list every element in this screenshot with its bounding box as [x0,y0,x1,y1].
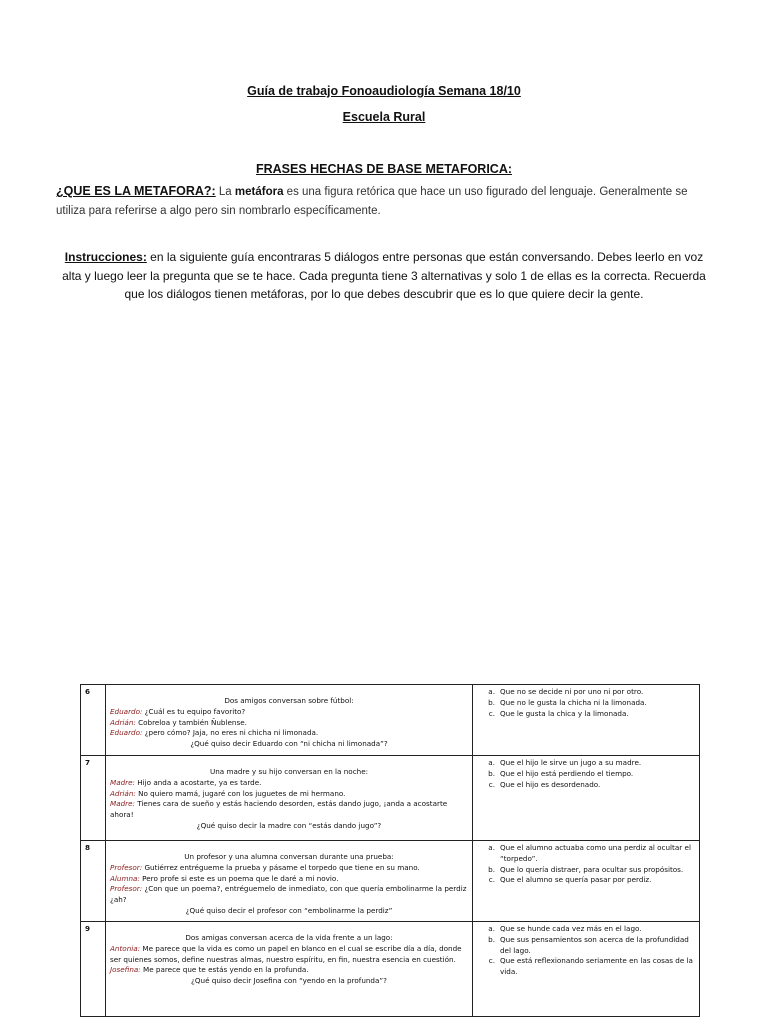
options-cell [473,756,700,841]
dialogue-question: ¿Qué quiso decir el profesor con “embolinarme la perdiz” [185,905,393,915]
definition-pre: La [215,186,235,198]
speaker: Adrián: [110,788,136,798]
option-text: Que el hijo está perdiendo el tiempo. [500,768,634,778]
option-c[interactable] [477,780,695,791]
speaker: Adrián: [110,717,136,727]
speech: Tienes cara de sueño y estás haciendo desorden, estás dando jugo, ¡anda a acostarte ahora! [110,799,448,820]
question-number: 8 [81,841,106,922]
instructions-label: Instrucciones: [64,250,147,264]
speech: Me parece que la vida es como un papel en blanco en el cual se escribe día a día, donde ser quienes somos, define nuestras almas, nuestro espíritu, en fin, nuestra esencia en cuestión. [110,943,462,964]
speaker: Madre: [110,777,135,787]
speech: ¿Con que un poema?, entréguemelo de inmediato, con que quería embolinarme la perdiz ¿ah? [110,884,467,905]
question-row [81,841,700,922]
dialogue-line [110,965,468,976]
speech: Gutiérrez entrégueme la prueba y pásame el torpedo que tiene en su mano. [142,862,420,872]
dialogue-question: ¿Qué quiso decir la madre con “estás dando jugo”? [196,820,382,830]
speaker: Alumna: [110,873,140,883]
question-row [81,922,700,1017]
speaker: Josefina: [110,965,141,975]
instructions-text: en la siguiente guía encontraras 5 diálogos entre personas que están conversando. Debes leerlo en voz alta y luego leer la pregunta que se te hace. Cada pregunta tiene 3 alternativas y solo 1 de ellas es la correcta. Recuerda que los diálogos tienen metáforas, por lo que debes descubrir que es lo que quiere decir la gente. [62,250,706,301]
dialogue-line [110,728,468,739]
speech: No quiero mamá, jugaré con los juguetes de mi hermano. [135,788,346,798]
speech: Hijo anda a acostarte, ya es tarde. [134,777,262,787]
option-letter: a. [488,843,495,852]
option-letter: b. [488,697,495,707]
speech: ¿pero cómo? Jaja, no eres ni chicha ni limonada. [142,728,319,738]
option-b[interactable] [477,865,695,876]
option-a[interactable] [477,687,695,698]
dialogue-line [110,789,468,800]
dialogue-title: Una madre y su hijo conversan en la noche: [209,767,369,776]
dialogue-title: Dos amigas conversan acerca de la vida frente a un lago: [185,933,393,942]
question-number: 7 [81,756,106,841]
dialogue-title: Dos amigos conversan sobre fútbol: [224,696,354,705]
option-b[interactable] [477,698,695,709]
dialogue-line [110,778,468,789]
dialogue-cell [106,685,473,756]
questions-table [80,684,700,1017]
option-letter: a. [488,924,495,933]
dialogue-cell [106,922,473,1017]
definition-body: es una figura retórica que hace un uso figurado del lenguaje. Generalmente se utiliza para referirse a algo pero sin nombrarlo específicamente. [56,186,688,217]
option-text: Que el hijo es desordenado. [500,779,601,789]
speech: ¿Cuál es tu equipo favorito? [142,706,246,716]
dialogue-line [110,944,468,966]
question-number: 6 [81,685,106,756]
option-b[interactable] [477,769,695,780]
dialogue-line [110,707,468,718]
option-text: Que se hunde cada vez más en el lago. [500,924,642,933]
option-text: Que el hijo le sirve un jugo a su madre. [500,758,642,767]
school-name: Escuela Rural [342,110,426,124]
dialogue-cell [106,841,473,922]
dialogue-line [110,718,468,729]
option-letter: a. [488,758,495,767]
option-text: Que le gusta la chica y la limonada. [500,708,629,718]
option-a[interactable] [477,924,695,935]
dialogue-question: ¿Qué quiso decir Josefina con “yendo en la profunda”? [191,976,387,986]
question-row [81,756,700,841]
definition-question: ¿QUE ES LA METAFORA?: [56,184,216,198]
speaker: Profesor: [110,884,143,894]
option-text: Que el alumno se quería pasar por perdiz. [500,875,652,885]
worksheet-title: Guía de trabajo Fonoaudiología Semana 18/10 [247,84,521,98]
section-title: FRASES HECHAS DE BASE METAFORICA: [255,162,513,176]
speech: Pero profe si este es un poema que le daré a mi novio. [139,873,339,883]
options-cell [473,685,700,756]
dialogue-question: ¿Qué quiso decir Eduardo con “ni chicha ni limonada”? [190,739,388,749]
option-letter: c. [488,708,495,718]
speaker: Madre: [110,799,135,809]
option-text: Que no se decide ni por uno ni por otro. [500,687,644,696]
speaker: Eduardo: [110,706,143,716]
dialogue-line [110,884,468,906]
option-a[interactable] [477,758,695,769]
dialogue-line [110,863,468,874]
dialogue-line [110,874,468,885]
dialogue-title: Un profesor y una alumna conversan durante una prueba: [184,852,394,861]
dialogue-line [110,799,468,821]
option-text: Que no le gusta la chicha ni la limonada. [500,697,647,707]
speech: Cobreloa y también Ñublense. [135,717,247,727]
option-text: Que está reflexionando seriamente en las cosas de la vida. [500,956,693,977]
option-letter: c. [488,956,495,966]
option-text: Que sus pensamientos son acerca de la profundidad del lago. [500,934,689,955]
speaker: Profesor: [110,862,143,872]
metaphor-definition [56,182,716,221]
option-letter: b. [488,864,495,874]
speaker: Eduardo: [110,728,143,738]
instructions [56,248,712,304]
option-letter: c. [488,875,495,885]
question-row [81,685,700,756]
options-cell [473,922,700,1017]
option-c[interactable] [477,709,695,720]
question-number: 9 [81,922,106,1017]
option-b[interactable] [477,935,695,957]
option-a[interactable] [477,843,695,865]
definition-term: metáfora [234,186,284,198]
option-letter: a. [488,687,495,696]
options-cell [473,841,700,922]
option-c[interactable] [477,956,695,978]
option-text: Que lo quería distraer, para ocultar sus propósitos. [500,864,684,874]
speaker: Antonia: [110,943,141,953]
dialogue-cell [106,756,473,841]
option-letter: c. [488,779,495,789]
option-letter: b. [488,768,495,778]
speech: Me parece que te estás yendo en la profunda. [140,965,309,975]
option-letter: b. [488,934,495,944]
option-text: Que el alumno actuaba como una perdiz al ocultar el “torpedo”. [500,843,691,863]
option-c[interactable] [477,875,695,886]
